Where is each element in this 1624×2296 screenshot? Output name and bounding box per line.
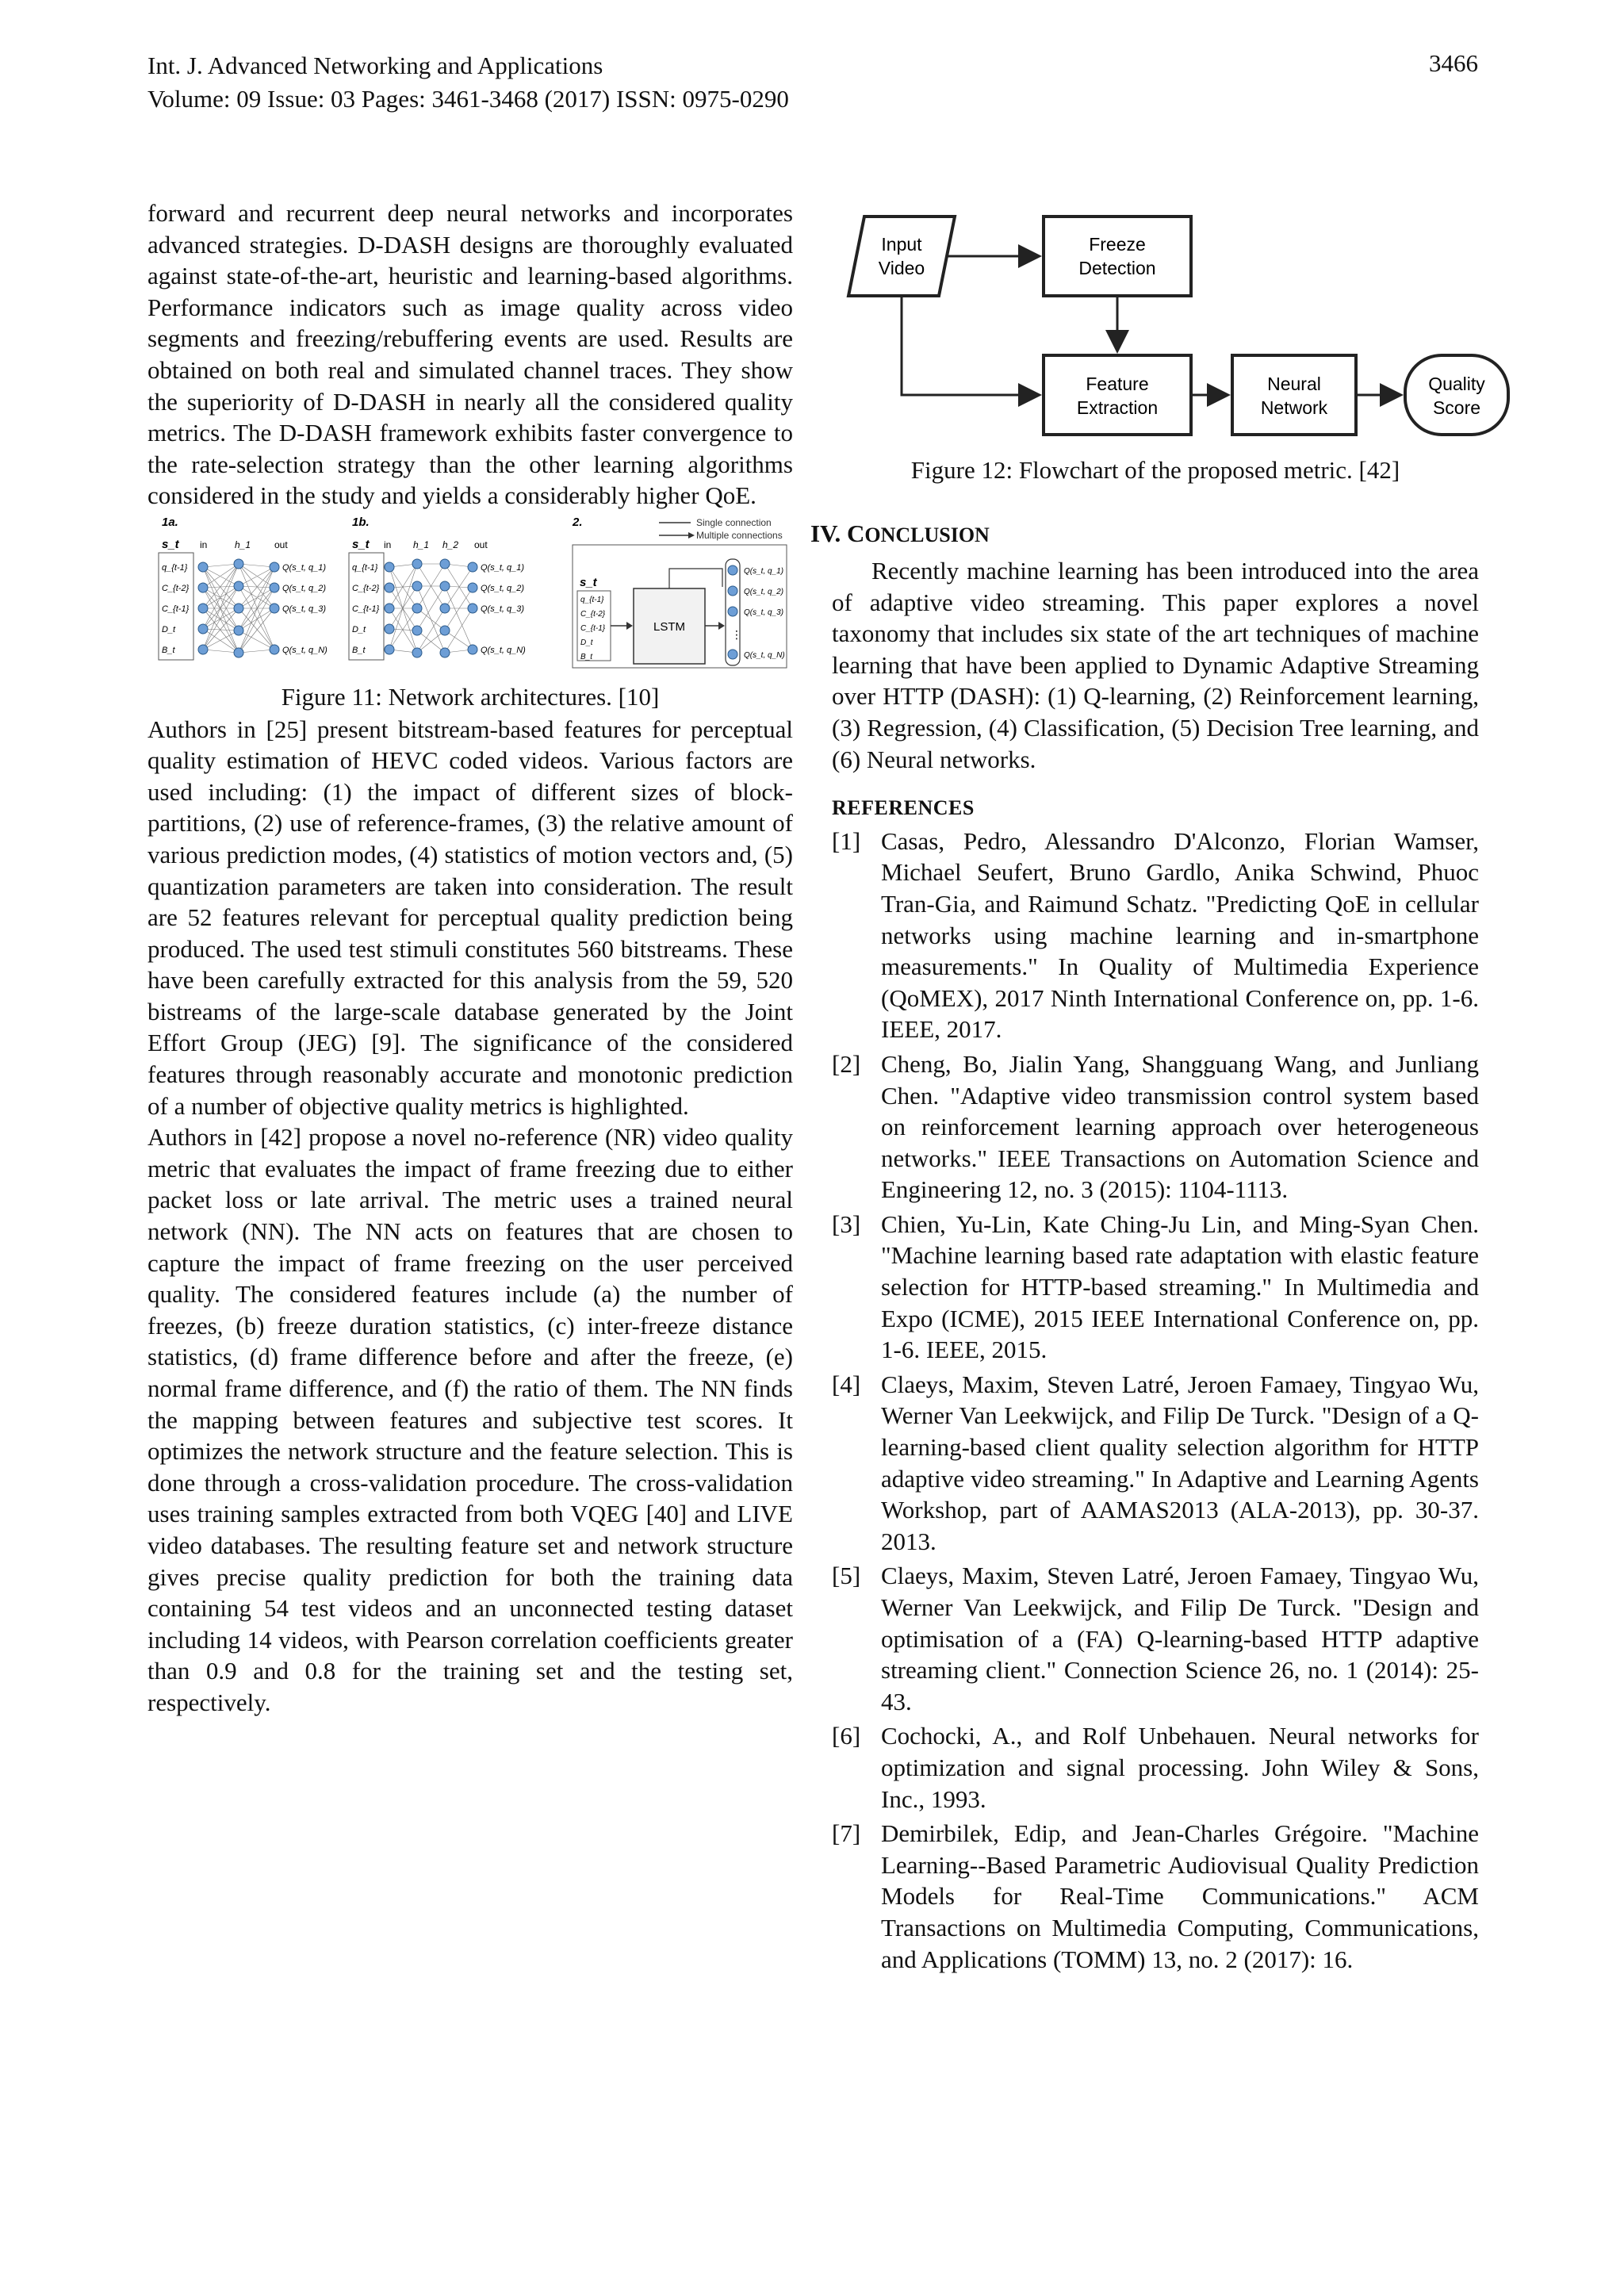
quality-score-line2: Score [1432,397,1481,418]
output-label: Q(s_t, q_N) [481,645,526,655]
input-label: q_{t-1} [352,562,378,573]
panel-label-2: 2. [573,515,583,529]
input-label: C_{t-2} [580,609,606,619]
reference-number: [2] [832,1049,861,1078]
lstm-label: LSTM [653,619,686,634]
section-heading-conclusion [810,519,990,548]
quality-score-node [1405,355,1508,435]
panel-label-1a: 1a. [162,515,178,529]
state-label: s_t [162,537,179,551]
conclusion-text: Recently machine learning has been introduced into the area of adaptive video streaming. This paper explores a novel taxonomy that includes six state of the art techniques of machine learning that have been applied to Dynamic Adaptive Streaming over HTTP (DASH): (1) Q-learning, (2) Reinforcement learning, (3) Regression, (4) Classification, (5) Decision Tree learning, and (6) Neural networks. [832,557,1479,773]
input-video-line2: Video [878,258,925,278]
output-label: Q(s_t, q_2) [744,587,784,596]
volume-line: Volume: 09 Issue: 03 Pages: 3461-3468 (2017) ISSN: 0975-0290 [147,85,789,113]
reference-text: Cochocki, A., and Rolf Unbehauen. Neural networks for optimization and signal processing. John Wiley & Sons, Inc., 1993. [881,1722,1479,1813]
reference-text: Demirbilek, Edip, and Jean-Charles Grégoire. "Machine Learning--Based Parametric Audiovisual Quality Prediction Models for Real-Time Communications." ACM Transactions on Multimedia Computing, Communications, and Applications (TOMM) 13, no. 2 (2017): 16. [881,1819,1479,1973]
paragraph-hevc: Authors in [25] present bitstream-based features for perceptual quality estimation of HEVC coded videos. Various factors are used including: (1) the impact of different sizes of block-partitions, (2) use of reference-frames, (3) the relative amount of various prediction modes, (4) statistics of motion vectors and, (5) quantization parameters are taken into consideration. The result are 52 features relevant for perceptual quality prediction being produced. The used test stimuli constitutes 560 bitstreams. These have been carefully extracted for this analysis from the 59, 520 bistreams of the large-scale database generated by the Joint Effort Group (JEG) [9]. The significance of the considered features through reasonably accurate and monotonic prediction of a number of objective quality metrics is highlighted. [147,715,793,1120]
journal-name: Int. J. Advanced Networking and Applications [147,52,603,79]
output-label: Q(s_t, q_3) [282,604,327,614]
hidden-label: h_2 [442,539,459,550]
reference-item [832,1818,1479,1975]
reference-item [832,1369,1479,1558]
hidden-label: h_1 [235,539,251,550]
output-label: Q(s_t, q_3) [744,608,784,617]
state-label: s_t [352,537,370,551]
input-label: C_{t-2} [162,583,190,593]
reference-item [832,1560,1479,1717]
input-label: C_{t-1} [162,604,190,614]
reference-number: [1] [832,826,861,855]
input-label: D_t [162,624,176,634]
input-label: D_t [580,638,593,647]
in-label: in [384,539,392,550]
reference-number: [5] [832,1562,861,1590]
neuron-nodes [728,565,737,659]
input-labels [162,563,190,655]
section-heading-number: IV. C [810,519,865,547]
output-label: Q(s_t, q_1) [282,562,327,573]
reference-text: Chien, Yu-Lin, Kate Ching-Ju Lin, and Ming-Syan Chen. "Machine learning based rate adaptation with elastic feature selection for HTTP-based streaming." In Multimedia and Expo (ICME), 2015 IEEE International Conference on, pp. 1-6. IEEE, 2015. [881,1209,1479,1364]
quality-score-line1: Quality [1428,374,1485,394]
arrow-input-to-feature [902,296,1037,395]
input-label: B_t [580,652,593,661]
panel-1a-network [159,538,327,660]
neural-network-line1: Neural [1267,374,1321,394]
input-video-line1: Input [881,234,922,255]
reference-text: Claeys, Maxim, Steven Latré, Jeroen Famaey, Tingyao Wu, Werner Van Leekwijck, and Filip De Turck. "Design and optimisation of a (FA) Q-learning-based HTTP adaptive streaming client." Connection Science 26, no. 1 (2014): 25-43. [881,1562,1479,1715]
legend-arrow-icon [688,532,695,539]
reference-number: [4] [832,1370,861,1398]
feature-extraction-line2: Extraction [1076,397,1159,418]
reference-item [832,1720,1479,1815]
legend-single-label: Single connection [696,516,772,528]
reference-item [832,826,1479,1045]
reference-number: [7] [832,1819,861,1848]
out-label: out [474,539,488,550]
reference-item [832,1048,1479,1205]
ellipsis: ⋮ [731,627,742,641]
output-label: Q(s_t, q_1) [744,566,784,576]
reference-list [832,826,1479,1975]
panel-2-lstm-network [573,545,787,668]
reference-text: Cheng, Bo, Jialin Yang, Shangguang Wang, and Junliang Chen. "Adaptive video transmission control system based on reinforcement learning approach over heterogeneous networks." IEEE Transactions on Automation Science and Engineering 12, no. 3 (2015): 1104-1113. [881,1049,1479,1204]
references-heading: REFERENCES [832,796,975,820]
page-number: 3466 [1429,49,1478,77]
feature-extraction-node [1044,355,1191,435]
input-label: C_{t-1} [580,623,606,633]
reference-item [832,1209,1479,1366]
output-label: Q(s_t, q_N) [282,645,327,655]
left-column [147,197,793,1719]
feature-extraction-line1: Feature [1086,374,1149,394]
reference-text: Claeys, Maxim, Steven Latré, Jeroen Famaey, Tingyao Wu, Werner Van Leekwijck, and Filip De Turck. "Design of a Q-learning-based client quality selection algorithm for HTTP adaptive video streaming." In Adaptive and Learning Agents Workshop, part of AAMAS2013 (ALA-2013), pp. 30-37. 2013. [881,1370,1479,1555]
output-label: Q(s_t, q_1) [481,562,525,573]
hidden-label: h_1 [413,539,430,550]
input-label: C_{t-2} [352,583,380,593]
output-label: Q(s_t, q_2) [481,583,525,593]
in-label: in [200,539,208,550]
freeze-detection-line1: Freeze [1089,234,1146,255]
legend-multiple-label: Multiple connections [696,529,783,541]
section-heading-rest: ONCLUSION [864,523,990,546]
input-video-node [848,217,955,296]
input-label: q_{t-1} [580,595,604,604]
paragraph-ddash: forward and recurrent deep neural networks and incorporates advanced strategies. D-DASH designs are thoroughly evaluated against state-of-the-art, heuristic and learning-based algorithms. Performance indicators such as image quality across video segments and freezing/rebuffering events are used. Results are obtained on both real and simulated channel traces. They show the superiority of D-DASH in nearly all the considered quality metrics. The D-DASH framework exhibits faster convergence to the rate-selection strategy than the other learning algorithms considered in the study and yields a considerably higher QoE. [147,199,793,510]
input-label: q_{t-1} [162,562,188,573]
figure-12-flowchart [842,213,1518,443]
input-label: B_t [162,645,175,655]
figure-12-caption: Figure 12: Flowchart of the proposed metric. [42] [910,456,1400,484]
reference-number: [3] [832,1209,861,1238]
state-label: s_t [580,575,597,589]
panel-label-1b: 1b. [352,515,370,529]
neural-network-node [1232,355,1356,435]
freeze-detection-node [1044,217,1191,296]
out-label: out [274,539,288,550]
output-label: Q(s_t, q_2) [282,583,327,593]
input-label: C_{t-1} [352,604,380,614]
output-label: Q(s_t, q_N) [744,650,785,660]
panel-1b-network [349,538,526,660]
figure-11-network-architectures [147,513,793,672]
arrow-icon [626,622,633,630]
neural-network-line2: Network [1260,397,1328,418]
arrow-icon [718,622,725,630]
paragraph-nr-metric: Authors in [42] propose a novel no-reference (NR) video quality metric that evaluates the impact of frame freezing due to either packet loss or late arrival. The metric uses a trained neural network (NN). The NN acts on features that are chosen to capture the impact of frame freezing on the user perceived quality. The considered features include (a) the number of freezes, (b) freeze duration statistics, (c) inter-freeze distance statistics, (d) frame difference before and after the freeze, (e) normal frame difference, and (f) the ratio of them. The NN finds the mapping between features and subjective test scores. It optimizes the network structure and the feature selection. This is done through a cross-validation procedure. The cross-validation uses training samples extracted from both VQEG [40] and LIVE video databases. The resulting feature set and network structure gives precise quality prediction for both the training data containing 54 test videos and an unconnected testing dataset including 14 videos, with Pearson correlation coefficients greater than 0.9 and 0.8 for the training set and the testing set, respectively. [147,1123,793,1716]
running-header [147,49,789,116]
figure-11-caption: Figure 11: Network architectures. [10] [281,682,660,711]
output-label: Q(s_t, q_3) [481,604,525,614]
freeze-detection-line2: Detection [1078,258,1156,278]
input-label: B_t [352,645,366,655]
reference-text: Casas, Pedro, Alessandro D'Alconzo, Florian Wamser, Michael Seufert, Bruno Gardlo, Anika Schwind, Phuoc Tran-Gia, and Raimund Schatz. "Predicting QoE in cellular networks using machine learning and in-smartphone measurements." In Quality of Multimedia Experience (QoMEX), 2017 Ninth International Conference on, pp. 1-6. IEEE, 2017. [881,826,1479,1044]
input-label: D_t [352,624,366,634]
right-column [832,555,1479,1978]
reference-number: [6] [832,1722,861,1750]
